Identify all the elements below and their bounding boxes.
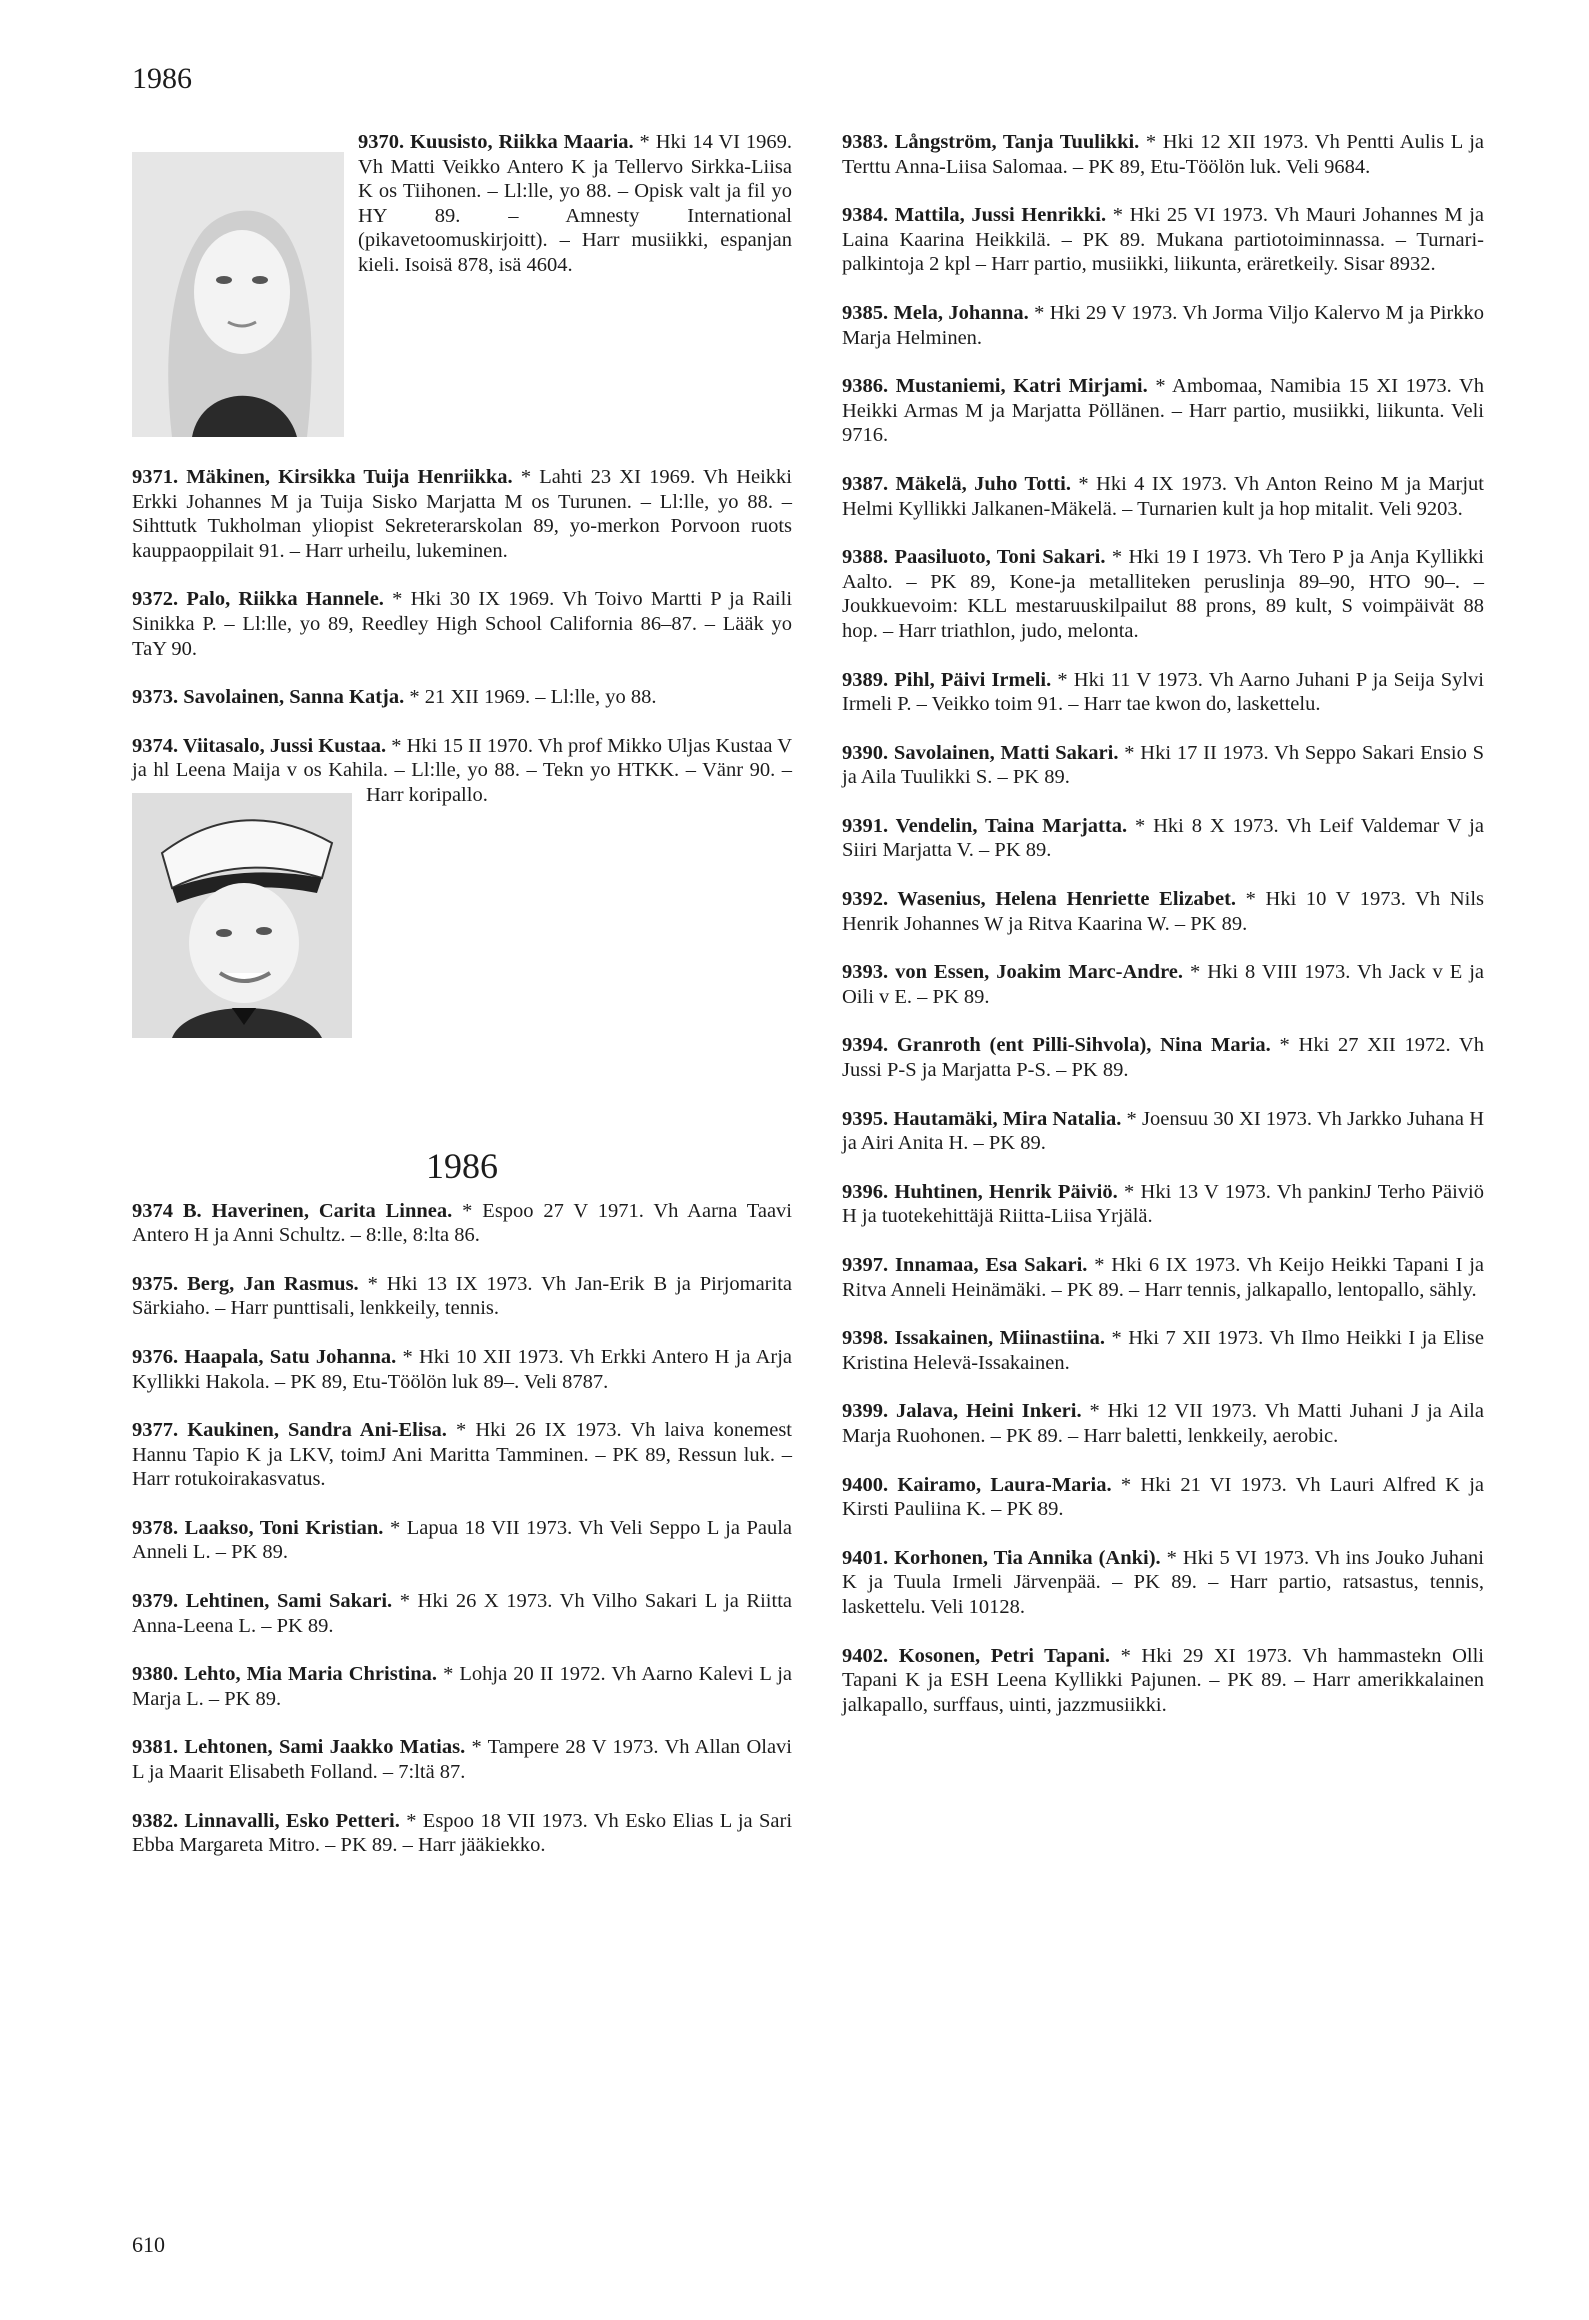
entry-9395 [842, 1107, 1484, 1156]
entry-9372 [132, 587, 792, 661]
entry-name: 9382. Linnavalli, Esko Petteri. [132, 1809, 400, 1832]
page-header-year: 1986 [132, 62, 192, 95]
entry-9397 [842, 1253, 1484, 1302]
entry-text: * Hki 11 V 1973. Vh Aarno Juhani P ja Seija Sylvi Irmeli P. – Veikko toim 91. – Harr tae kwon do, laskettelu. [842, 668, 1485, 716]
entry-name: 9376. Haapala, Satu Johanna. [132, 1345, 397, 1368]
entry-name: 9391. Vendelin, Taina Marjatta. [842, 814, 1128, 837]
entry-text: * Hki 29 XI 1973. Vh hammastekn Olli Tapani K ja ESH Leena Kyllikki Pajunen. – PK 89. – Harr amerikkalainen jalkapallo, surffaus, uinti, jazzmusiikki. [842, 1644, 1484, 1716]
page-number: 610 [132, 2232, 165, 2257]
entry-9383 [842, 130, 1484, 179]
entry-name: 9386. Mustaniemi, Katri Mirjami. [842, 375, 1148, 398]
entry-9396 [842, 1180, 1484, 1229]
entry-9387 [842, 472, 1484, 521]
entry-9374 [132, 734, 792, 1042]
entry-name: 9401. Korhonen, Tia Annika (Anki). [842, 1546, 1161, 1569]
entry-name: 9392. Wasenius, Helena Henriette Elizabet. [842, 888, 1237, 911]
entry-text: * Hki 14 VI 1969. Vh Matti Veikko Antero K ja Tellervo Sirkka-Liisa K os Tiihonen. – Ll:lle, yo 88. – Opisk valt ja fil yo HY 89. – Amnesty International (pikavetoomuskirjoitt). – Harr musiikki, espanjan kieli. Isoisä 878, isä 4604. [358, 131, 793, 276]
entry-9401 [842, 1546, 1484, 1620]
entry-text: * Lapua 18 VII 1973. Vh Veli Seppo L ja Paula Anneli L. – PK 89. [132, 1516, 793, 1564]
portrait-photo-woman [132, 152, 344, 437]
entry-9381 [132, 1735, 792, 1784]
entry-name: 9377. Kaukinen, Sandra Ani-Elisa. [132, 1419, 447, 1442]
entry-text: * Hki 10 V 1973. Vh Nils Henrik Johannes W ja Ritva Kaarina W. – PK 89. [842, 888, 1484, 935]
entry-name: 9375. Berg, Jan Rasmus. [132, 1272, 359, 1295]
entry-text: * Hki 7 XII 1973. Vh Ilmo Heikki I ja Elise Kristina Helevä-Issakainen. [842, 1327, 1485, 1374]
entry-name: 9379. Lehtinen, Sami Sakari. [132, 1590, 393, 1613]
entry-text: * Lohja 20 II 1972. Vh Aarno Kalevi L ja Marja L. – PK 89. [132, 1663, 793, 1710]
entry-text: * Ambomaa, Namibia 15 XI 1973. Vh Heikki Armas M ja Marjatta Pöllänen. – Harr partio, musiikki, liikunta. Veli 9716. [842, 375, 1485, 447]
entry-text: * Hki 13 V 1973. Vh pankinJ Terho Päiviö H ja tuotekehittäjä Riitta-Liisa Yrjälä. [842, 1180, 1485, 1228]
entry-9378 [132, 1516, 792, 1565]
entry-text: * Hki 13 IX 1973. Vh Jan-Erik B ja Pirjomarita Särkiaho. – Harr punttisali, lenkkeily, tennis. [132, 1272, 793, 1320]
entry-text: * Hki 8 X 1973. Vh Leif Valdemar V ja Siiri Marjatta V. – PK 89. [842, 814, 1484, 862]
entry-name: 9383. Långström, Tanja Tuulikki. [842, 131, 1140, 153]
entry-name: 9381. Lehtonen, Sami Jaakko Matias. [132, 1736, 466, 1759]
entry-9384 [842, 203, 1484, 277]
entry-9376 [132, 1345, 792, 1394]
entry-name: 9396. Huhtinen, Henrik Päiviö. [842, 1180, 1118, 1203]
entry-9379 [132, 1589, 792, 1638]
entry-name: 9384. Mattila, Jussi Henrikki. [842, 204, 1107, 227]
entry-text: * Espoo 18 VII 1973. Vh Esko Elias L ja Sari Ebba Margareta Mitro. – PK 89. – Harr jääkiekko. [132, 1809, 793, 1857]
section-year-heading: 1986 [426, 1145, 498, 1186]
entry-name: 9380. Lehto, Mia Maria Christina. [132, 1663, 437, 1686]
entry-9385 [842, 301, 1484, 350]
entry-text: * Tampere 28 V 1973. Vh Allan Olavi L ja Maarit Elisabeth Folland. – 7:ltä 87. [132, 1736, 793, 1784]
entry-9373 [132, 685, 792, 710]
entry-name: 9393. von Essen, Joakim Marc-Andre. [842, 961, 1184, 984]
portrait-photo-man-student-cap [132, 793, 352, 1038]
entry-9374b [132, 1199, 792, 1248]
entry-9386 [842, 374, 1484, 448]
entry-text: * Hki 15 II 1970. Vh prof Mikko Uljas Kustaa V ja hl Leena Maija v os Kahila. – Ll:lle, yo 88. – Tekn yo HTKK. – Vänr 90. – Harr koripallo. [132, 734, 793, 806]
entry-name: 9378. Laakso, Toni Kristian. [132, 1516, 384, 1539]
entry-9400 [842, 1473, 1484, 1522]
entry-text: * Hki 19 I 1973. Vh Tero P ja Anja Kyllikki Aalto. – PK 89, Kone-ja metalliteken peruslinja 89–90, HTO 90–. – Joukkuevoim: KLL mestaruuskilpailut 88 prons, 89 kult, S voimpäivät 88 hop. – Harr triathlon, judo, melonta. [842, 546, 1485, 642]
entry-name: 9395. Hautamäki, Mira Natalia. [842, 1107, 1122, 1130]
left-column [132, 130, 792, 1882]
entry-9370 [132, 130, 792, 441]
entry-name: 9371. Mäkinen, Kirsikka Tuija Henriikka. [132, 466, 513, 488]
entry-9399 [842, 1399, 1484, 1448]
entry-text: * Hki 8 VIII 1973. Vh Jack v E ja Oili v E. – PK 89. [842, 961, 1485, 1008]
entry-text: * Hki 6 IX 1973. Vh Keijo Heikki Tapani I ja Ritva Anneli Heinämäki. – PK 89. – Harr tennis, jalkapallo, lentopallo, sähly. [842, 1254, 1485, 1301]
entry-name: 9385. Mela, Johanna. [842, 301, 1029, 324]
entry-name: 9387. Mäkelä, Juho Totti. [842, 472, 1071, 495]
entry-name: 9388. Paasiluoto, Toni Sakari. [842, 546, 1106, 569]
entry-text: * Hki 5 VI 1973. Vh ins Jouko Juhani K ja Tuula Irmeli Järvenpää. – PK 89. – Harr partio, ratsastus, tennis, laskettelu. Veli 10128. [842, 1546, 1484, 1618]
entry-text: * Hki 17 II 1973. Vh Seppo Sakari Ensio S ja Aila Tuulikki S. – PK 89. [842, 741, 1485, 789]
entry-9388 [842, 545, 1484, 643]
entry-text: * Hki 26 IX 1973. Vh laiva konemest Hannu Tapio K ja LKV, toimJ Ani Maritta Tamminen. – PK 89, Ressun luk. – Harr rotukoirakasvatus. [132, 1419, 792, 1491]
entry-name: 9399. Jalava, Heini Inkeri. [842, 1400, 1082, 1423]
entry-9371 [132, 465, 792, 563]
entry-9392 [842, 887, 1484, 936]
entry-text: * Lahti 23 XI 1969. Vh Heikki Erkki Johannes M ja Tuija Sisko Marjatta M os Turunen. – Ll:lle, yo 88. – Sihttutk Tukholman yliopist Sekreterarskolan 89, yo-merkon Porvoon ruots kauppaoppilait 91. – Harr urheilu, lukeminen. [132, 466, 792, 562]
entry-text: * Hki 10 XII 1973. Vh Erkki Antero H ja Arja Kyllikki Hakola. – PK 89, Etu-Töölön luk 89–. Veli 8787. [132, 1345, 792, 1393]
entry-text: * Hki 27 XII 1972. Vh Jussi P-S ja Marjatta P-S. – PK 89. [842, 1034, 1484, 1082]
entry-name: 9370. Kuusisto, Riikka Maaria. [358, 131, 634, 153]
entry-text: * Hki 4 IX 1973. Vh Anton Reino M ja Marjut Helmi Kyllikki Jalkanen-Mäkelä. – Turnarien kult ja hop mitalit. Veli 9203. [842, 472, 1485, 520]
entry-9402 [842, 1644, 1484, 1718]
entry-text: * Hki 12 VII 1973. Vh Matti Juhani J ja Aila Marja Ruohonen. – PK 89. – Harr baletti, lenkkeily, aerobic. [842, 1400, 1484, 1447]
entry-9398 [842, 1326, 1484, 1375]
entry-9389 [842, 668, 1484, 717]
entry-name: 9390. Savolainen, Matti Sakari. [842, 741, 1119, 764]
entry-name: 9400. Kairamo, Laura-Maria. [842, 1473, 1112, 1496]
entry-text: * Hki 21 VI 1973. Vh Lauri Alfred K ja Kirsti Pauliina K. – PK 89. [842, 1473, 1485, 1521]
entry-9391 [842, 814, 1484, 863]
entry-9390 [842, 741, 1484, 790]
entry-text: * Hki 12 XII 1973. Vh Pentti Aulis L ja Terttu Anna-Liisa Salomaa. – PK 89, Etu-Töölön luk. Veli 9684. [842, 131, 1484, 178]
entry-name: 9397. Innamaa, Esa Sakari. [842, 1254, 1088, 1276]
entry-9382 [132, 1809, 792, 1858]
entry-text: * Joensuu 30 XI 1973. Vh Jarkko Juhana H ja Airi Anita H. – PK 89. [842, 1107, 1484, 1155]
entry-name: 9374 B. Haverinen, Carita Linnea. [132, 1199, 453, 1222]
entry-text: * Hki 29 V 1973. Vh Jorma Viljo Kalervo M ja Pirkko Marja Helminen. [842, 301, 1485, 349]
right-column [842, 130, 1484, 1741]
entry-name: 9394. Granroth (ent Pilli-Sihvola), Nina Maria. [842, 1034, 1271, 1057]
entry-name: 9373. Savolainen, Sanna Katja. [132, 686, 405, 709]
entry-9377 [132, 1418, 792, 1492]
entry-text: * Hki 30 IX 1969. Vh Toivo Martti P ja Raili Sinikka P. – Ll:lle, yo 89, Reedley High School California 86–87. – Lääk yo TaY 90. [132, 588, 793, 660]
entry-text: * Hki 25 VI 1973. Vh Mauri Johannes M ja Laina Kaarina Heikkilä. – PK 89. Mukana partiotoiminnassa. – Turnari-palkintoja 2 kpl – Harr partio, musiikki, liikunta, eräretkeily. Sisar 8932. [842, 204, 1484, 276]
entry-text: * 21 XII 1969. – Ll:lle, yo 88. [404, 686, 657, 709]
entry-name: 9374. Viitasalo, Jussi Kustaa. [132, 734, 387, 757]
entry-name: 9398. Issakainen, Miinastiina. [842, 1327, 1106, 1350]
entry-9375 [132, 1272, 792, 1321]
entry-text: * Hki 26 X 1973. Vh Vilho Sakari L ja Riitta Anna-Leena L. – PK 89. [132, 1590, 792, 1637]
entry-text: * Espoo 27 V 1971. Vh Aarna Taavi Antero H ja Anni Schultz. – 8:lle, 8:lta 86. [132, 1199, 793, 1247]
entry-name: 9372. Palo, Riikka Hannele. [132, 588, 384, 611]
entry-name: 9402. Kosonen, Petri Tapani. [842, 1644, 1111, 1667]
entry-9380 [132, 1662, 792, 1711]
entry-name: 9389. Pihl, Päivi Irmeli. [842, 668, 1052, 691]
entry-9394 [842, 1033, 1484, 1082]
entry-9393 [842, 960, 1484, 1009]
